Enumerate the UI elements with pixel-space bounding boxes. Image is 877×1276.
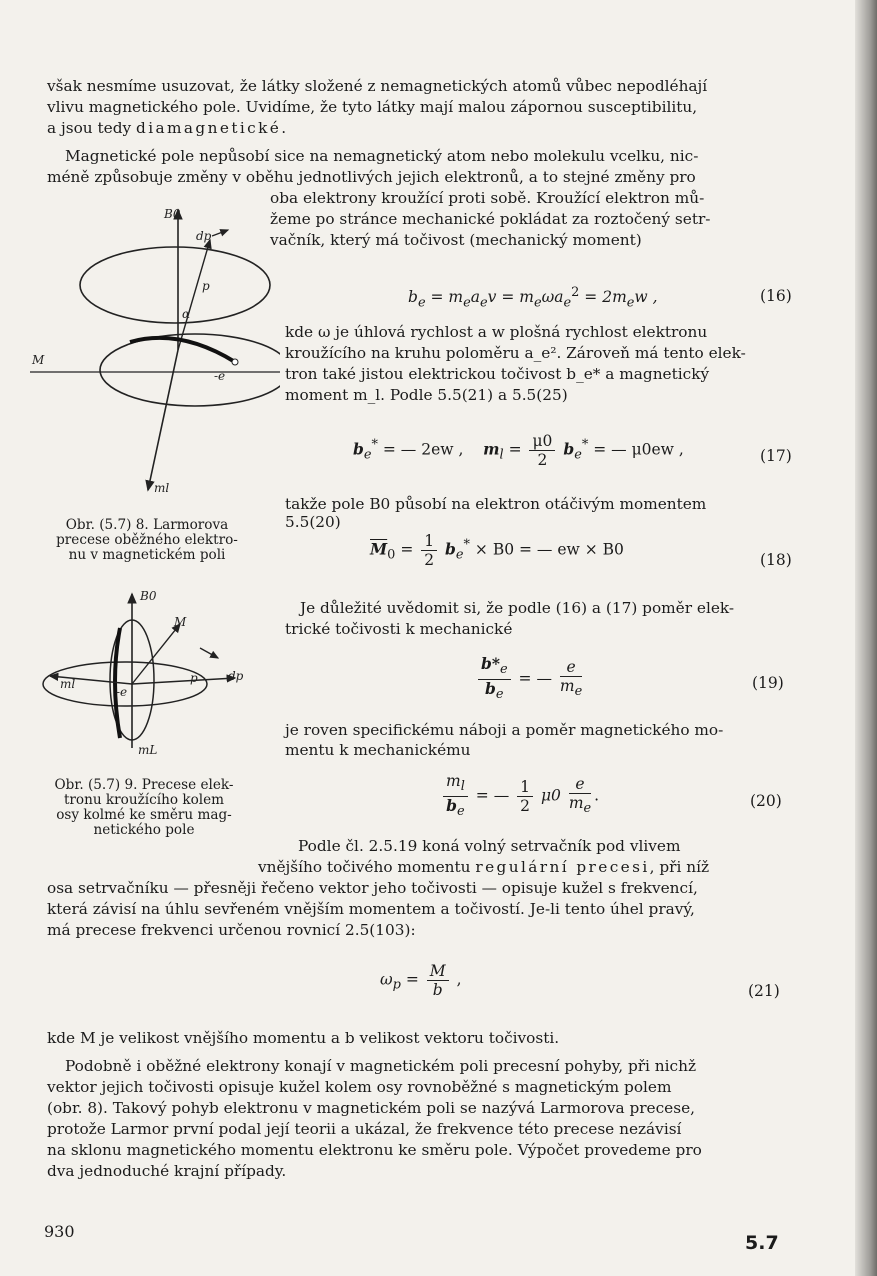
text-line: má precese frekvenci určenou rovnicí 2.5(103):: [47, 921, 416, 939]
text-line: oba elektrony kroužící proti sobě. Kroužící elektron mů-: [270, 189, 705, 207]
equation-17: $b_e^*$ = — 2ew , $m_l$ = $\frac{\mu 0}{2}$ $b_e^*$ = — μ0ew ,: [353, 432, 684, 469]
label-p: p: [190, 671, 198, 685]
label-b0: B0: [140, 589, 157, 603]
text-line: a jsou tedy diamagnetické.: [47, 119, 287, 137]
text-line: osa setrvačníku — přesněji řečeno vektor jeho točivosti — opisuje kužel s frekvencí,: [47, 879, 698, 897]
text-line: která závisí na úhlu sevřeném vnějším momentem a točivostí. Je-li tento úhel pravý,: [47, 900, 695, 918]
text-line: vnějšího točivého momentu regulární precesi, při níž: [258, 858, 710, 876]
label-ml: ml: [60, 677, 76, 691]
ml-vector: [148, 350, 178, 490]
equation-18: $\overline{M}_0$ = $\frac{1}{2}$ $b_e^* \times B0$ = — ew × B0: [370, 532, 624, 569]
label-m: M: [174, 615, 187, 629]
text-line: tron také jistou elektrickou točivost b_e* a magnetický: [285, 365, 710, 383]
text-line: Je důležité uvědomit si, že podle (16) a (17) poměr elek-: [300, 599, 735, 617]
figure-larmor-precession: [30, 200, 280, 510]
equation-number: (16): [760, 287, 792, 305]
equation-16: $b_e = m_ea_ev = m_e\omega a_e^2 = 2m_ew$ ,: [408, 285, 658, 311]
electron-orbit-ellipse: [100, 334, 280, 406]
page-edge-shadow: [855, 0, 877, 1276]
text-line: takže pole B0 působí na elektron otáčivým momentem: [285, 495, 707, 513]
equation-19: $\frac{b*_e}{b_e}$ = — $\frac{e}{m_e}$: [475, 655, 585, 704]
text-line: kroužícího na kruhu poloměru a_e². Zároveň má tento elek-: [285, 344, 746, 362]
page-number: 930: [44, 1222, 75, 1241]
text-line: vektor jejich točivosti opisuje kužel kolem osy rovnoběžné s magnetickým polem: [47, 1078, 672, 1096]
equation-number: (18): [760, 551, 792, 569]
section-number: 5.7: [745, 1232, 779, 1254]
m-vector: [132, 624, 180, 684]
label-dp: dp: [196, 229, 212, 243]
label-m: M: [32, 353, 45, 367]
text-line: mentu k mechanickému: [285, 741, 471, 759]
text-line: Podobně i oběžné elektrony konají v magnetickém poli precesní pohyby, při nichž: [65, 1057, 697, 1075]
text-line: (obr. 8). Takový pohyb elektronu v magnetickém poli se nazývá Larmorova precese,: [47, 1099, 695, 1117]
precession-orbit-ellipse: [80, 247, 270, 323]
dp-vector: [212, 230, 228, 236]
label-ml-bottom: mL: [138, 743, 158, 757]
text-line: na sklonu magnetického momentu elektronu ke směru pole. Výpočet provedeme pro: [47, 1141, 702, 1159]
figure-caption: Obr. (5.7) 9. Precese elek- tronu kroužícího kolem osy kolmé ke směru mag- netického pole: [54, 777, 234, 838]
equation-number: (20): [750, 792, 782, 810]
text-line: vačník, který má točivost (mechanický moment): [270, 231, 642, 249]
label-dp: dp: [228, 669, 244, 683]
electron-path-arc: [130, 338, 235, 362]
equation-number: (17): [760, 447, 792, 465]
equation-number: (19): [752, 674, 784, 692]
text-line: protože Larmor první podal její teorii a ukázal, že frekvence této precese nezávisí: [47, 1120, 682, 1138]
text-line: 5.5(20): [285, 513, 341, 531]
label-ml: ml: [154, 481, 170, 495]
equation-20: $\frac{m_l}{b_e}$ = — $\frac{1}{2}$ μ0 $\frac{e}{m_e}$ .: [440, 772, 599, 821]
text-line: moment m_l. Podle 5.5(21) a 5.5(25): [285, 386, 568, 404]
text-line: Magnetické pole nepůsobí sice na nemagnetický atom nebo molekulu vcelku, nic-: [65, 147, 699, 165]
text-line: trické točivosti k mechanické: [285, 620, 513, 638]
label-alpha: α: [182, 307, 191, 321]
equation-number: (21): [748, 982, 780, 1000]
equation-21: $\omega_p$ = $\frac{M}{b}$ ,: [380, 962, 462, 999]
label-p: p: [202, 279, 210, 293]
text-line: žeme po stránce mechanické pokládat za roztočený setr-: [270, 210, 711, 228]
text-line: Podle čl. 2.5.19 koná volný setrvačník pod vlivem: [298, 837, 681, 855]
figure-caption: Obr. (5.7) 8. Larmorova precese oběžného elektro- nu v magnetickém poli: [56, 517, 238, 563]
text-line: kde M je velikost vnějšího momentu a b velikost vektoru točivosti.: [47, 1029, 560, 1047]
p-vector: [132, 678, 235, 684]
label-b0: B0: [164, 207, 181, 221]
text-line: dva jednoduché krajní případy.: [47, 1162, 287, 1180]
text-line: méně způsobuje změny v oběhu jednotlivých jejich elektronů, a to stejné změny pro: [47, 168, 696, 186]
dp-arrow: [200, 648, 218, 658]
label-minus-e: -e: [116, 685, 128, 699]
text-line: kde ω je úhlová rychlost a w plošná rychlost elektronu: [285, 323, 708, 341]
text-line: však nesmíme usuzovat, že látky složené z nemagnetických atomů vůbec nepodléhají: [47, 77, 708, 95]
figure-precession-perpendicular: [40, 588, 260, 763]
text-line: vlivu magnetického pole. Uvidíme, že tyto látky mají malou zápornou susceptibilitu,: [47, 98, 698, 116]
electron-marker: [232, 359, 238, 365]
label-minus-e: -e: [214, 369, 226, 383]
text-line: je roven specifickému náboji a poměr magnetického mo-: [285, 721, 724, 739]
